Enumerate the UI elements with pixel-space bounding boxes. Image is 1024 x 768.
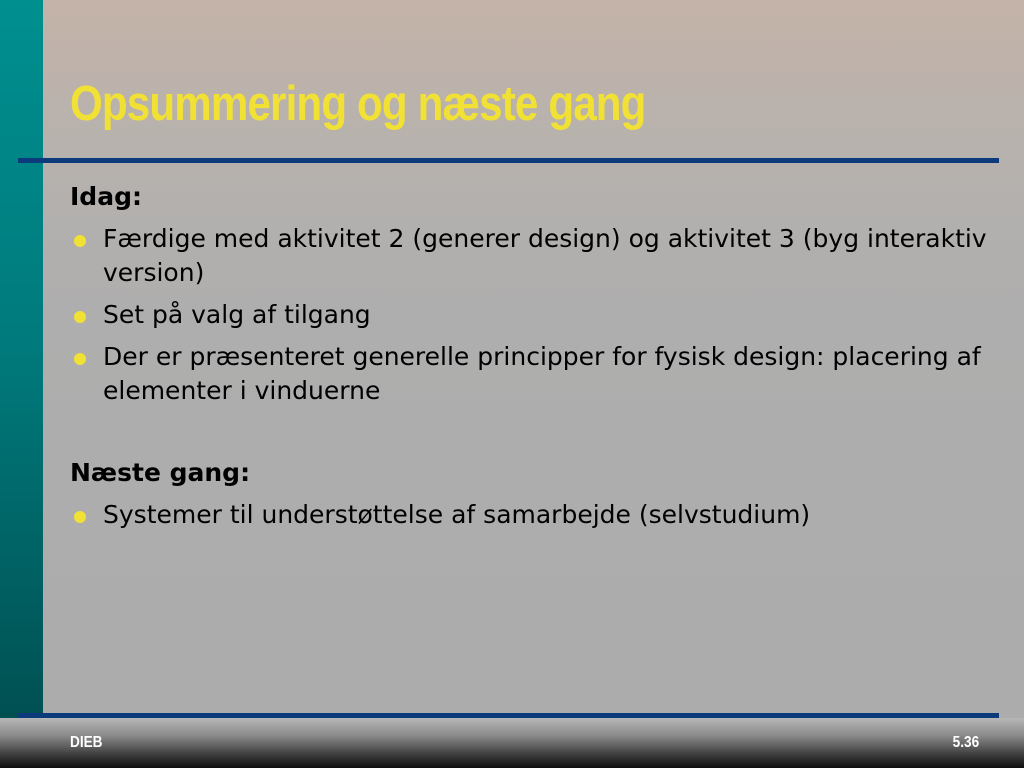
left-accent-bar	[0, 0, 43, 768]
bullet-text: Der er præsenteret generelle principper for fysisk design: placering af elementer i vinduerne	[103, 342, 981, 405]
bullet-dot-icon	[74, 235, 86, 247]
bullet-dot-icon	[74, 353, 86, 365]
slide-number: 5.36	[952, 734, 979, 751]
footer-course-label: DIEB	[70, 734, 103, 751]
bullet-text: Set på valg af tilgang	[103, 300, 371, 329]
list-item	[70, 222, 1000, 290]
footer-band	[0, 718, 1024, 768]
bullet-dot-icon	[74, 511, 86, 523]
today-bullet-list	[70, 222, 1000, 408]
section-heading-next-time: Næste gang:	[70, 458, 251, 487]
list-item	[70, 498, 1000, 532]
bullet-dot-icon	[74, 311, 86, 323]
bullet-text: Færdige med aktivitet 2 (generer design) og aktivitet 3 (byg interaktiv version)	[103, 224, 987, 287]
title-divider	[18, 158, 999, 163]
list-item	[70, 340, 1000, 408]
section-heading-today: Idag:	[70, 182, 142, 211]
slide-title: Opsummering og næste gang	[70, 77, 646, 131]
next-time-bullet-list	[70, 498, 1000, 532]
slide-body	[70, 180, 1000, 540]
bullet-text: Systemer til understøttelse af samarbejde (selvstudium)	[103, 500, 811, 529]
list-item	[70, 298, 1000, 332]
